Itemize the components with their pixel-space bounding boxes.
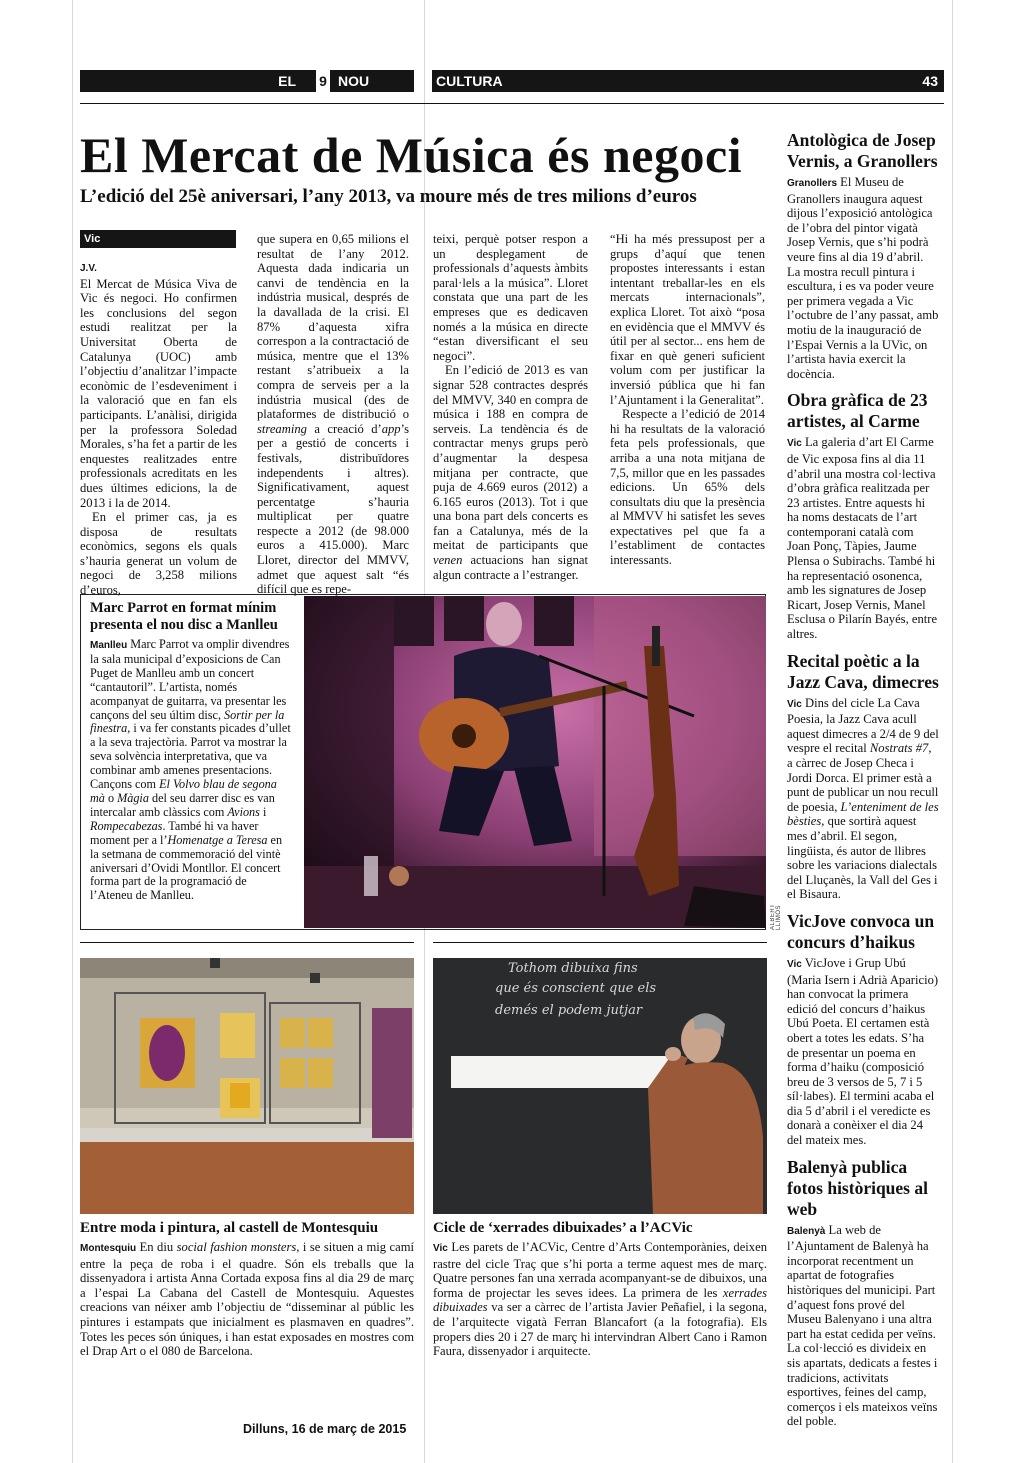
- talks-story-title: Cicle de ‘xerrades dibuixades’ a l’ACVic: [433, 1220, 693, 1236]
- chalk-text-3: demés el podem jutjar: [495, 1003, 643, 1018]
- talks-story: [433, 1219, 767, 1359]
- guitarist-illustration: [304, 596, 766, 928]
- chalk-text-2: que és conscient que els: [495, 981, 657, 996]
- concert-story-body: Manlleu Marc Parrot va omplir divendres la sala municipal d’exposicions de Can Puget de Manlleu amb un concert “cantautoril”. L’artista, només acompanyat de guitarra, va presentar les cançons del seu últim disc, Sortir per la finestra, i va fer constants picades d’ullet a la seva trajectòria. Parrot va mostrar la seva solvència interpretativa, que va combinar amb amenes presentacions. Cançons com El Volvo blau de segona mà o Màgia del seu darrer disc es van intercalar amb clàssics com Avions i Rompecabezas. També hi va haver moment per a l’Homenatge a Teresa en la setmana de commemoració del vintè aniversari d’Ovidi Montllor. El concert forma part de la programació de l’Ateneu de Manlleu.: [90, 637, 291, 903]
- header-rule: [80, 103, 944, 104]
- bottom-left-rule: [80, 942, 414, 943]
- concert-photo: [304, 596, 766, 928]
- paragraph: teixi, perquè potser respon a un desplegament de professionals d’aquests àmbits paral·lels a la música”. Lloret constata que una part de les empreses que es dedicaven només a la música en directe “estan diversificant el seu negoci”.: [433, 232, 588, 363]
- brief-title: Recital poètic a la Jazz Cava, dimecres: [787, 650, 939, 692]
- margin-guide-right: [952, 0, 953, 1463]
- brief-item: [787, 911, 939, 1148]
- headline: El Mercat de Música és negoci: [80, 127, 743, 183]
- photo-credit: ALBERT LLIMÓS: [770, 903, 782, 930]
- paragraph: En l’edició de 2013 es van signar 528 contractes després del MMVV, 340 en compra de música i 188 en compra de serveis. La tendència és de contractar menys grups però d’augmentar la despesa mitjana per contracte, que puja de 4.669 euros (2012) a 6.165 euros (2013). Tot i que una bona part dels concerts es fan a Catalunya, més de la meitat de participants que venen actuacions han signat algun contracte a l’estranger.: [433, 363, 588, 582]
- byline: J.V.: [80, 263, 97, 274]
- paragraph: “Hi ha més pressupost per a grups d’aquí que tenen propostes interessants i estan intentant treballar-les en els mercats internacionals”, explica Lloret. Tot això “posa en evidència que el MMVV és útil per al sector... ens hem de fixar en què generi suficient volum com per justificar la inversió pública que hi fan l’Ajuntament i la Generalitat”.: [610, 232, 765, 407]
- exhibition-story-body: Montesquiu En diu social fashion monsters, i se situen a mig camí entre la peça de roba i el quadre. Són els treballs que la dissenyadora i artista Anna Cortada exposa fins al dia 29 de març a l’espai La Cabana del Castell de Montesquiu. Aquestes creacions van néixer amb l’objectiu de “disseminar al públic les pintures i estampats que inicialment es plasmaven en quadres”. Totes les peces són úniques, i han estat exposades en mostres com el Drap Art o el 080 de Barcelona.: [80, 1240, 414, 1359]
- article-column-4: [610, 232, 765, 568]
- brief-item: [787, 130, 939, 381]
- blackboard-photo: [433, 958, 767, 1214]
- castle-exhibition-illustration: [80, 958, 414, 1214]
- article-column-2: [257, 232, 409, 597]
- article-column-3: [433, 232, 588, 582]
- exhibition-photo: [80, 958, 414, 1214]
- margin-guide-left: [72, 0, 73, 1463]
- issue-date: Dilluns, 16 de març de 2015: [243, 1422, 407, 1436]
- page-number: 43: [922, 73, 938, 89]
- concert-story-text: [90, 600, 292, 903]
- sidebar-briefs: [787, 130, 939, 1438]
- paragraph: Respecte a l’edició de 2014 hi ha resultats de la valoració feta pels professionals, que arriba a una nota mitjana de 7,5, millor que en les passades edicions. Un 65% dels consultats diu que la presència al MMVV hi satisfet les seves expectatives pel que fa a l’establiment de contactes interessants.: [610, 407, 765, 568]
- brief-title: Balenyà publica fotos històriques al web: [787, 1156, 928, 1219]
- paragraph: El Mercat de Música Viva de Vic és negoci. Ho confirmen les conclusions del segon estudi realitzat per la Universitat Oberta de Catalunya (UOC) amb l’objectiu d’analitzar l’impacte econòmic de l’esdeveniment i la valoració que en fan els participants. L’anàlisi, dirigida per la professora Soledad Morales, s’ha fet a partir de les enquestes realitzades entre professionals acreditats en les dues últimes edicions, la de 2013 i la de 2014.: [80, 276, 237, 510]
- bottom-right-rule: [433, 942, 767, 943]
- brief-body: Granollers El Museu de Granollers inaugura aquest dijous l’exposició antològica de l’obra del pintor vigatà Josep Vernis, que s’hi podrà veure fins al dia 19 d’abril. La mostra recull pintura i escultura, i es va poder veure per primera vegada a Vic l’octubre de l’any passat, amb motiu de la inauguració de l’Espai Vernis a la UVic, on l’artista havia exercit la docència.: [787, 175, 939, 381]
- blackboard-talk-illustration: [433, 958, 767, 1214]
- brief-body: Vic VicJove i Grup Ubú (Maria Isern i Adrià Aparicio) han convocat la primera edició del concurs d’haikus Ubú Poeta. El certamen està obert a totes les edats. S’ha de presentar un poema en forma d’haiku (composició breu de 3 versos de 5, 7 i 5 síl·labes). El termini acaba el dia 5 d’abril i el veredicte es donarà a conèixer el dia 24 del mateix mes.: [787, 955, 939, 1148]
- location-tag: Vic: [80, 230, 236, 248]
- concert-story-title: Marc Parrot en format mínim presenta el nou disc a Manlleu: [90, 600, 278, 633]
- masthead-nou: NOU: [338, 73, 370, 89]
- brief-body: Vic La galeria d’art El Carme de Vic exposa fins al dia 11 d’abril una mostra col·lectiva d’obra gràfica realitzada per 23 artistes. Entre aquests hi ha noms destacats de l’art contemporani català com Joan Ponç, Tàpies, Jaume Plensa o Subirachs. També hi ha representació osonenca, amb les signatures de Josep Ricart, Josep Vernis, Manel Esclusa o Pilarín Bayés, entre altres.: [787, 435, 938, 642]
- brief-body: Vic Dins del cicle La Cava Poesia, la Jazz Cava acull aquest dimecres a 2/4 de 9 del vespre el recital Nostrats #7, a càrrec de Josep Checa i Jordi Dorca. El primer està a punt de publicar un nou recull de poesia, L’enteniment de les bèsties, que sortirà aquest mes d’abril. El segon, lingüista, és autor de llibres sobre les variacions dialectals del Lluçanès, la Vall del Ges i el Bisaura.: [787, 695, 939, 902]
- section-bar: [432, 70, 944, 92]
- brief-item: [787, 1157, 939, 1429]
- talks-story-body: Vic Les parets de l’ACVic, Centre d’Arts Contemporànies, deixen rastre del cicle Traç que s’hi porta a terme aquest mes de març. Quatre persones fan una xerrada acompanyant-se de dibuixos, una forma de projectar les seves idees. La primera de les xerrades dibuixades va ser a càrrec de l’artista Javier Peñafiel, i la segona, de l’arquitecte vigatà Ferran Blancafort (a la fotografia). Els propers dies 20 i 27 de març hi intervindran Albert Cano i Ramon Faura, dissenyador i arquitecte.: [433, 1240, 767, 1359]
- masthead-number: 9: [316, 70, 330, 92]
- paragraph: En el primer cas, ja es disposa de resultats econòmics, segons els quals s’hauria generat un volum de negoci de 3,258 milions d’euros,: [80, 510, 237, 598]
- masthead-bar: [80, 70, 414, 92]
- brief-title: Antològica de Josep Vernis, a Granollers: [787, 130, 938, 171]
- exhibition-story: [80, 1219, 414, 1359]
- brief-body: Balenyà La web de l’Ajuntament de Balenyà ha incorporat recentment un apartat de fotografies històriques del municipi. Part d’aquest fons prové del Museu Balenyano i una altra part ha estat cedida per veïns. La col·lecció es divideix en sis apartats, dedicats a festes i tradicions, activitats esportives, feines del camp, comerços i els mateixos veïns del poble.: [787, 1222, 938, 1429]
- section-name: CULTURA: [436, 73, 503, 89]
- article-column-1: [80, 262, 237, 598]
- brief-title: Obra gràfica de 23 artistes, al Carme: [787, 390, 928, 432]
- brief-title: VicJove convoca un concurs d’haikus: [787, 910, 935, 952]
- subheadline: L’edició del 25è aniversari, l’any 2013, va moure més de tres milions d’euros: [80, 186, 697, 207]
- brief-item: [787, 651, 939, 902]
- paragraph: que supera en 0,65 milions el resultat de l’any 2012. Aquesta dada indicaria un canvi de tendència en la indústria musical, després de la davallada de la crisi. El 87% d’aquesta xifra correspon a la contractació de música, mentre que el 13% restant s’atribueix a la compra de serveis per a la indústria musical (des de plataformes de distribució o streaming a creació d’app’s per a gestió de concerts i festivals, distribuïdores independents i altres). Significativament, aquest percentatge s’hauria multiplicat per quatre respecte a 2012 (de 98.000 euros a 415.000). Marc Lloret, director del MMVV, admet que aquest salt “és difícil que es repe-: [257, 232, 409, 597]
- exhibition-story-title: Entre moda i pintura, al castell de Montesquiu: [80, 1220, 379, 1236]
- brief-item: [787, 390, 939, 641]
- masthead-el: EL: [278, 73, 296, 89]
- chalk-text-1: Tothom dibuixa fins: [508, 961, 638, 976]
